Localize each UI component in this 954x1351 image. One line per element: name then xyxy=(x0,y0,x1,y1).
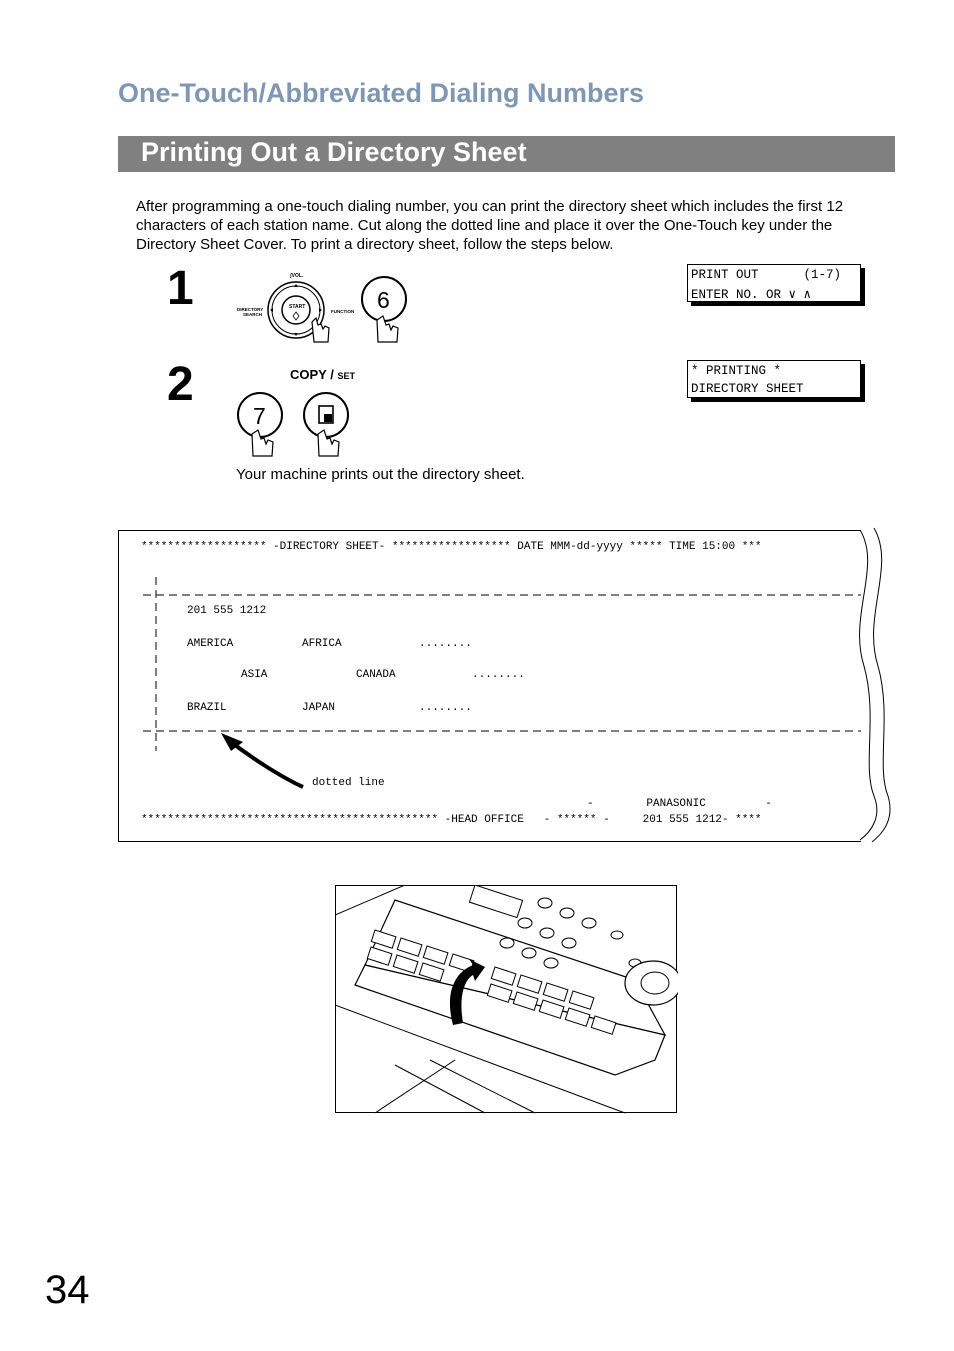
key-6-label: 6 xyxy=(377,287,390,313)
subsection-title: Printing Out a Directory Sheet xyxy=(141,137,527,167)
sheet-entry: AFRICA xyxy=(302,638,342,650)
key-7-label: 7 xyxy=(253,403,266,429)
copy-set-label xyxy=(290,367,355,382)
copy-label: COPY / xyxy=(290,367,334,382)
page-number: 34 xyxy=(45,1268,90,1312)
dotted-line-label: dotted line xyxy=(312,777,385,789)
sheet-entry: CANADA xyxy=(356,669,396,681)
control-panel-illustration xyxy=(232,268,412,348)
lcd-display-step-1 xyxy=(687,264,861,302)
search-label: SEARCH xyxy=(243,312,263,317)
sheet-entry: ........ xyxy=(419,638,472,650)
torn-edge-illustration xyxy=(852,526,897,844)
sheet-entry: BRAZIL xyxy=(187,702,227,714)
intro-paragraph: After programming a one-touch dialing number, you can print the directory sheet which includes the first 12 characters of each station name. Cut along the dotted line and place it over the One-Touch key under the Directory Sheet Cover. To print a directory sheet, follow the steps below. xyxy=(136,198,844,253)
sheet-footer-line: ********************************************* -HEAD OFFICE - ****** - 201 555 1212- **** xyxy=(141,814,762,826)
sheet-number-line: 201 555 1212 xyxy=(187,605,267,617)
sheet-entry: ........ xyxy=(472,669,525,681)
step-2-number: 2 xyxy=(167,358,194,411)
section-title: One-Touch/Abbreviated Dialing Numbers xyxy=(118,78,645,108)
lcd-line-2: ENTER NO. OR ∨ ∧ xyxy=(691,288,812,302)
set-label: SET xyxy=(337,371,355,381)
sheet-entry: ........ xyxy=(419,702,472,714)
volume-label: ʃVOL. xyxy=(290,273,304,279)
lcd-line-1: * PRINTING * xyxy=(691,364,782,378)
cut-guides xyxy=(119,531,861,841)
step-1-number: 1 xyxy=(167,262,194,315)
start-label: START xyxy=(289,304,306,310)
sheet-entry: AMERICA xyxy=(187,638,234,650)
step-2-note: Your machine prints out the directory sheet. xyxy=(236,466,525,483)
directory-sheet-sample xyxy=(118,530,861,842)
pointer-arrow-shaft xyxy=(227,739,303,787)
subsection-banner xyxy=(118,136,895,172)
sheet-header-line: ******************* -DIRECTORY SHEET- ****************** DATE MMM-dd-yyyy ***** TIME 15:00 *** xyxy=(141,541,762,553)
sheet-footer-company: - PANASONIC - xyxy=(587,798,772,810)
sheet-entry: ASIA xyxy=(241,669,268,681)
directory-label: DIRECTORY xyxy=(237,307,264,312)
lcd-line-2: DIRECTORY SHEET xyxy=(691,382,804,396)
sheet-entry: JAPAN xyxy=(302,702,336,714)
fax-machine-illustration xyxy=(335,885,678,1114)
step-2-keys-illustration xyxy=(234,390,354,460)
lcd-display-step-2 xyxy=(687,360,861,398)
function-label: FUNCTION xyxy=(331,309,355,314)
lcd-line-1: PRINT OUT (1-7) xyxy=(691,268,842,282)
